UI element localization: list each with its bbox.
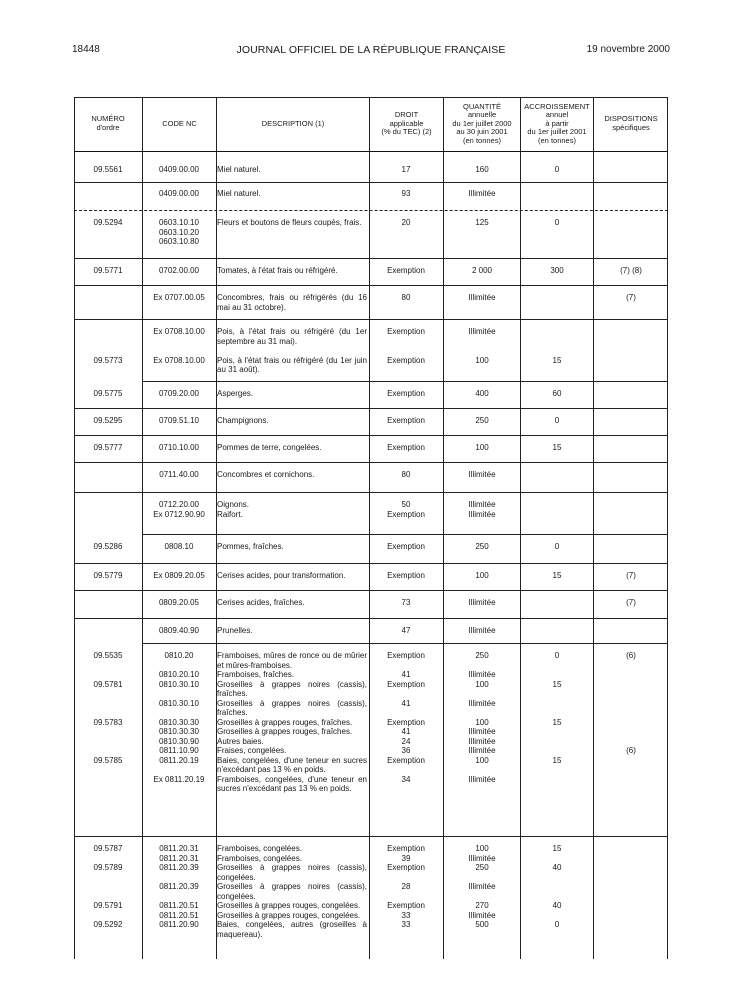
duty-rate: 17: [401, 165, 411, 174]
order-number: 09.5292: [93, 920, 123, 929]
header-accroissement: ACCROISSEMENT annuel à partir du 1er juillet 2001 (en tonnes): [524, 101, 590, 145]
description: Prunelles.: [217, 626, 253, 635]
nc-code: Ex 0712.90.90: [153, 509, 205, 519]
annual-quantity: Illimitée: [468, 746, 496, 755]
annual-quantity: Illimitée: [468, 626, 496, 635]
table-row: [74, 435, 668, 462]
nc-code: 0811.20.31: [159, 844, 199, 853]
nc-code: Ex 0811.20.19: [153, 774, 205, 784]
annual-increase: 40: [552, 863, 562, 872]
duty-rate: 28: [401, 882, 411, 891]
nc-code: 0810.30.90: [158, 736, 200, 746]
description: Concombres, frais ou réfrigérés (du 16 mai au 31 octobre).: [217, 293, 367, 312]
nc-code: Ex 0708.10.00: [153, 355, 205, 365]
duty-rate: 34: [401, 774, 411, 784]
description: Raifort.: [217, 509, 243, 519]
annual-quantity: 100: [475, 844, 489, 853]
annual-quantity: 500: [475, 920, 489, 929]
table-row: [74, 618, 668, 643]
annual-quantity: 125: [475, 218, 489, 227]
nc-code: 0603.10.80: [158, 237, 200, 246]
header-numero: NUMÉRO d'ordre: [91, 114, 125, 132]
header-dispositions: DISPOSITIONS spécifiques: [604, 114, 658, 132]
annual-increase: 0: [554, 218, 560, 227]
specific-provisions: (6): [626, 746, 636, 755]
description: Pois, à l'état frais ou réfrigéré (du 1er septembre au 31 mai).: [217, 327, 367, 346]
duty-rate: 93: [401, 189, 411, 198]
duty-rate: Exemption: [387, 327, 425, 336]
header-quantite: QUANTITÉ annuelle du 1er juillet 2000 au 30 juin 2001 (en tonnes): [452, 101, 512, 145]
row-divider: [142, 381, 668, 382]
description: Framboises, congelées.: [217, 844, 302, 853]
description: Miel naturel.: [217, 165, 261, 174]
nc-code: 0811.20.39: [159, 882, 199, 891]
table-row: [74, 285, 668, 319]
duty-rate: Exemption: [387, 651, 425, 660]
description: Pommes de terre, congelées.: [217, 443, 322, 452]
tariff-table: [74, 97, 668, 959]
table-row: [74, 408, 668, 435]
specific-provisions: (7): [626, 598, 636, 607]
annual-increase: 0: [554, 651, 560, 660]
annual-increase: 40: [552, 901, 562, 910]
nc-code: 0603.10.20: [158, 227, 200, 237]
duty-rate: 47: [401, 626, 411, 635]
annual-quantity: Illimitée: [468, 500, 496, 509]
journal-title: JOURNAL OFFICIEL DE LA RÉPUBLIQUE FRANÇAISE: [236, 44, 506, 56]
annual-quantity: Illimitée: [468, 327, 496, 336]
header-droit: DROIT applicable (% du TEC) (2): [381, 110, 432, 137]
description: Framboises, congelées.: [217, 853, 302, 863]
duty-rate: Exemption: [387, 571, 425, 580]
order-number: 09.5295: [93, 416, 123, 425]
order-number: 09.5779: [93, 571, 123, 580]
annual-quantity: Illimitée: [468, 736, 496, 746]
description: Fraises, congelées.: [217, 746, 287, 755]
annual-quantity: Illimitée: [468, 670, 496, 679]
annual-quantity: 250: [475, 416, 489, 425]
annual-increase: 15: [552, 355, 562, 365]
row-divider: [74, 182, 668, 183]
duty-rate: Exemption: [387, 266, 425, 275]
duty-rate: 33: [401, 920, 411, 929]
nc-code: 0709.20.00: [158, 389, 200, 398]
annual-quantity: 2 000: [471, 266, 493, 275]
description: Concombres et cornichons.: [217, 470, 315, 479]
duty-rate: Exemption: [387, 542, 425, 551]
duty-rate: Exemption: [387, 679, 425, 689]
duty-rate: Exemption: [387, 755, 425, 765]
duty-rate: 39: [401, 853, 411, 863]
nc-code: 0811.20.51: [159, 901, 199, 910]
row-divider: [74, 462, 668, 463]
description: Miel naturel.: [217, 189, 261, 198]
annual-increase: 15: [552, 443, 562, 452]
nc-code: Ex 0707.00.05: [153, 293, 205, 302]
duty-rate: 33: [401, 910, 411, 920]
annual-quantity: 160: [475, 165, 489, 174]
header-description: DESCRIPTION (1): [261, 118, 325, 128]
nc-code: 0603.10.10: [158, 218, 200, 227]
description: Baies, congelées, d'une teneur en sucres n'excédant pas 13 % en poids.: [217, 755, 367, 774]
nc-code: 0811.20.90: [159, 920, 199, 929]
description: Champignons.: [217, 416, 269, 425]
nc-code: 0709.51.10: [158, 416, 200, 425]
annual-increase: 0: [554, 165, 560, 174]
row-divider: [74, 258, 668, 259]
annual-quantity: 100: [475, 355, 489, 365]
nc-code: Ex 0809.20.05: [153, 571, 205, 580]
page-number: 18448: [72, 44, 100, 55]
nc-code: 0810.30.30: [158, 727, 200, 736]
annual-quantity: 250: [475, 651, 489, 660]
duty-rate: 36: [401, 746, 411, 755]
duty-rate: Exemption: [387, 416, 425, 425]
duty-rate: 73: [401, 598, 411, 607]
table-row: [74, 492, 668, 534]
row-divider: [74, 435, 668, 436]
row-divider: [74, 590, 668, 591]
description: Asperges.: [217, 389, 254, 398]
description: Groseilles à grappes noires (cassis), fraîches.: [217, 698, 367, 717]
annual-increase: 60: [552, 389, 562, 398]
duty-rate: 24: [401, 736, 411, 746]
row-divider: [74, 563, 668, 564]
description: Pommes, fraîches.: [217, 542, 284, 551]
row-divider: [74, 319, 668, 320]
annual-increase: 0: [554, 416, 560, 425]
annual-quantity: 250: [475, 863, 489, 872]
annual-quantity: Illimitée: [468, 853, 496, 863]
description: Groseilles à grappes rouges, fraîches.: [217, 717, 353, 727]
row-divider: [142, 534, 668, 535]
table-row: [74, 258, 668, 285]
nc-code: 0811.20.39: [159, 863, 199, 872]
nc-code: Ex 0708.10.00: [153, 327, 205, 336]
annual-increase: 0: [554, 542, 560, 551]
row-divider: [74, 492, 668, 493]
nc-code: 0710.10.00: [158, 443, 200, 452]
annual-increase: 0: [554, 920, 560, 929]
nc-code: 0409.00.00: [158, 165, 200, 174]
annual-quantity: Illimitée: [468, 727, 496, 736]
annual-increase: 300: [550, 266, 564, 275]
duty-rate: Exemption: [387, 509, 425, 519]
description: Pois, à l'état frais ou réfrigéré (du 1er juin au 31 août).: [217, 355, 367, 374]
page-date: 19 novembre 2000: [586, 44, 670, 55]
annual-quantity: Illimitée: [468, 882, 496, 891]
duty-rate: Exemption: [387, 863, 425, 872]
table-row: [74, 157, 668, 181]
description: Groseilles à grappes noires (cassis), fraîches.: [217, 679, 367, 698]
table-row: [74, 181, 668, 210]
nc-code: 0711.40.00: [159, 470, 199, 479]
description: Groseilles à grappes noires (cassis), congelées.: [217, 882, 367, 901]
annual-quantity: Illimitée: [468, 774, 496, 784]
annual-quantity: 100: [475, 717, 489, 727]
table-row: [74, 319, 668, 381]
annual-increase: 15: [552, 679, 562, 689]
order-number: 09.5787: [93, 844, 123, 853]
description: Framboises, fraîches.: [217, 670, 294, 679]
specific-provisions: (7) (8): [620, 266, 642, 275]
nc-code: 0810.30.10: [158, 679, 200, 689]
duty-rate: 80: [401, 470, 411, 479]
row-divider: [74, 618, 668, 619]
order-number: 09.5561: [93, 165, 123, 174]
nc-code: 0409.00.00: [158, 189, 200, 198]
nc-code: 0810.20.10: [158, 670, 200, 679]
description: Cerises acides, pour transformation.: [217, 571, 346, 580]
annual-quantity: Illimitée: [468, 293, 496, 302]
table-row: [74, 462, 668, 492]
nc-code: 0810.30.10: [158, 698, 200, 708]
order-number: 09.5785: [93, 755, 123, 765]
duty-rate: Exemption: [387, 355, 425, 365]
nc-code: 0810.30.30: [158, 717, 200, 727]
duty-rate: Exemption: [387, 443, 425, 452]
table-row: [74, 381, 668, 408]
specific-provisions: (7): [626, 571, 636, 580]
annual-quantity: 100: [475, 571, 489, 580]
row-divider: [74, 408, 668, 409]
table-row: [74, 563, 668, 590]
order-number: 09.5781: [93, 679, 123, 689]
description: Groseilles à grappes rouges, congelées.: [217, 910, 361, 920]
order-number: 09.5775: [93, 389, 123, 398]
nc-code: 0811.20.51: [159, 910, 199, 920]
nc-code: 0712.20.00: [158, 500, 200, 509]
annual-quantity: 100: [475, 443, 489, 452]
nc-code: 0811.20.19: [159, 755, 199, 765]
order-number: 09.5535: [93, 651, 123, 660]
order-number: 09.5783: [93, 717, 123, 727]
duty-rate: 20: [401, 218, 411, 227]
description: Baies, congelées, autres (groseilles à maquereau).: [217, 920, 367, 939]
description: Tomates, à l'état frais ou réfrigéré.: [217, 266, 338, 275]
row-divider: [142, 643, 668, 644]
duty-rate: Exemption: [387, 844, 425, 853]
order-number: 09.5789: [93, 863, 123, 872]
annual-quantity: Illimitée: [468, 189, 496, 198]
description: Groseilles à grappes noires (cassis), congelées.: [217, 863, 367, 882]
annual-increase: 15: [552, 755, 562, 765]
duty-rate: Exemption: [387, 901, 425, 910]
page-header: [72, 44, 670, 60]
annual-increase: 15: [552, 571, 562, 580]
table-row: [74, 836, 668, 959]
description: Autres baies.: [217, 736, 264, 746]
nc-code: 0811.10.90: [159, 746, 199, 755]
order-number: 09.5791: [93, 901, 123, 910]
nc-code: 0810.20: [164, 651, 194, 660]
specific-provisions: (6): [626, 651, 636, 660]
specific-provisions: (7): [626, 293, 636, 302]
description: Framboises, mûres de ronce ou de mûrier et mûres-framboises.: [217, 651, 367, 670]
description: Framboises, congelées, d'une teneur en sucres n'excédant pas 13 % en poids.: [217, 774, 367, 793]
annual-quantity: 100: [475, 755, 489, 765]
table-row: [74, 534, 668, 563]
description: Oignons.: [217, 500, 250, 509]
nc-code: 0808.10: [164, 542, 194, 551]
table-row: [74, 590, 668, 618]
duty-rate: 41: [401, 698, 411, 708]
annual-quantity: Illimitée: [468, 509, 496, 519]
order-number: 09.5286: [93, 542, 123, 551]
row-divider: [74, 285, 668, 286]
description: Groseilles à grappes rouges, congelées.: [217, 901, 361, 910]
nc-code: 0811.20.31: [159, 853, 199, 863]
row-divider: [74, 836, 668, 837]
order-number: 09.5773: [93, 355, 123, 365]
annual-quantity: Illimitée: [468, 698, 496, 708]
annual-quantity: 100: [475, 679, 489, 689]
nc-code: 0809.40.90: [158, 626, 200, 635]
order-number: 09.5294: [93, 218, 123, 227]
annual-increase: 15: [552, 717, 562, 727]
duty-rate: Exemption: [387, 389, 425, 398]
annual-quantity: 250: [475, 542, 489, 551]
annual-quantity: 270: [475, 901, 489, 910]
annual-quantity: Illimitée: [468, 910, 496, 920]
description: Fleurs et boutons de fleurs coupés, frais.: [217, 218, 362, 227]
description: Cerises acides, fraîches.: [217, 598, 305, 607]
duty-rate: 41: [401, 670, 411, 679]
nc-code: 0702.00.00: [158, 266, 200, 275]
nc-code: 0809.20.05: [158, 598, 200, 607]
header-code-nc: CODE NC: [162, 118, 197, 128]
row-divider: [74, 210, 668, 211]
description: Groseilles à grappes rouges, fraîches.: [217, 727, 353, 736]
annual-quantity: Illimitée: [468, 470, 496, 479]
order-number: 09.5777: [93, 443, 123, 452]
annual-increase: 15: [552, 844, 562, 853]
header-rule: [74, 151, 668, 152]
table-row: [74, 643, 668, 836]
duty-rate: 41: [401, 727, 411, 736]
annual-quantity: Illimitée: [468, 598, 496, 607]
duty-rate: Exemption: [387, 717, 425, 727]
duty-rate: 80: [401, 293, 411, 302]
order-number: 09.5771: [93, 266, 123, 275]
table-row: [74, 210, 668, 258]
duty-rate: 50: [401, 500, 411, 509]
annual-quantity: 400: [475, 389, 489, 398]
